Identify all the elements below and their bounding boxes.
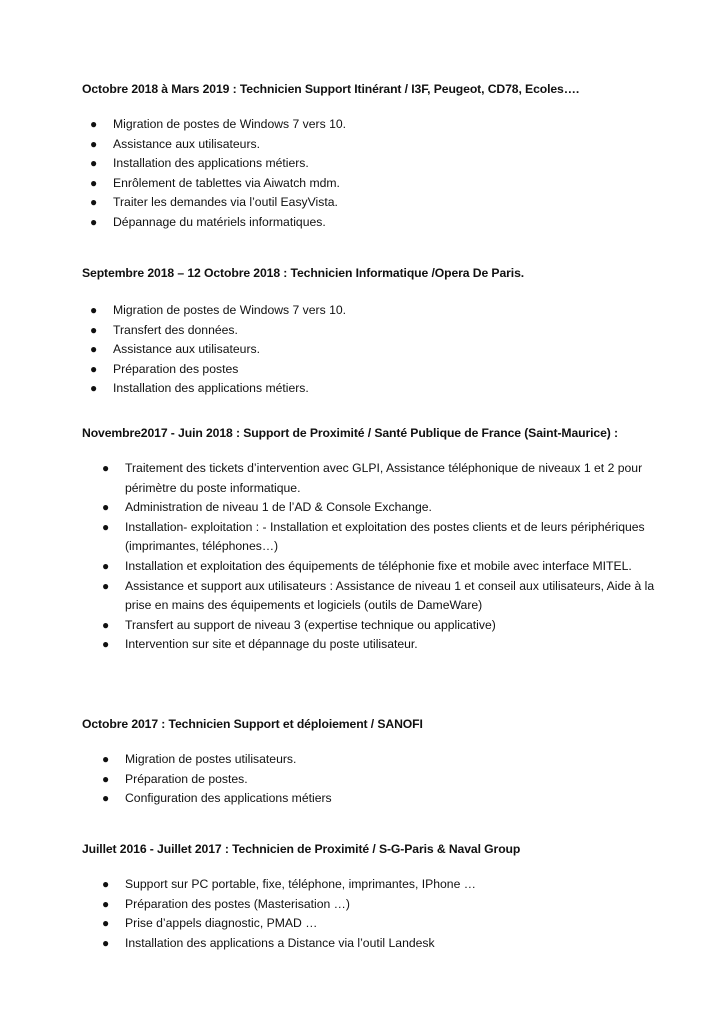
bullet-icon: ● (90, 175, 98, 190)
bullet-icon: ● (90, 117, 98, 131)
list-item: ● Assistance et support aux utilisateurs : Assistance de niveau 1 et conseil aux utilisateurs, Aide à la prise en mains des équipements et logiciels (outils de DameWare) (102, 578, 655, 613)
bullet-icon: ● (90, 342, 98, 357)
list-item: ● Installation des applications métiers. (82, 379, 682, 399)
list-item: ● Assistance aux utilisateurs. (82, 340, 682, 360)
section-heading: Octobre 2018 à Mars 2019 : Technicien Support Itinérant / I3F, Peugeot, CD78, Ecoles…. (82, 82, 580, 96)
list-item: ● Migration de postes de Windows 7 vers 10. (82, 301, 682, 321)
list-item: ● Administration de niveau 1 de l’AD & Console Exchange. (82, 498, 681, 518)
bullet-icon: ● (90, 361, 98, 376)
list-item: ● Assistance aux utilisateurs. (82, 135, 682, 155)
bullet-icon: ● (102, 877, 110, 891)
experience-section-5 (82, 841, 682, 953)
list-item: ● Transfert au support de niveau 3 (expertise technique ou applicative) (82, 616, 681, 636)
bullet-list (82, 115, 682, 233)
section-heading: Novembre2017 - Juin 2018 : Support de Proximité / Santé Publique de France (Saint-Maurice) : (82, 426, 618, 440)
bullet-icon: ● (102, 896, 110, 911)
list-item: ● Installation des applications a Distance via l’outil Landesk (82, 934, 681, 954)
list-item: ● Préparation de postes. (82, 770, 681, 790)
list-item: ● Dépannage du matériels informatiques. (82, 213, 682, 233)
bullet-icon: ● (90, 322, 98, 337)
list-item: ● Support sur PC portable, fixe, téléphone, imprimantes, IPhone … (82, 875, 681, 895)
experience-section-4 (82, 716, 682, 809)
list-item: ● Installation des applications métiers. (82, 154, 682, 174)
bullet-icon: ● (90, 381, 98, 396)
list-item: ● Prise d’appels diagnostic, PMAD … (82, 914, 681, 934)
list-item: ● Préparation des postes (82, 360, 682, 380)
bullet-icon: ● (90, 136, 98, 151)
bullet-icon: ● (90, 303, 98, 317)
list-item: ● Installation- exploitation : - Installation et exploitation des postes clients et de leurs périphériques (imprimantes, téléphones…) (102, 519, 645, 554)
experience-section-2 (82, 265, 682, 399)
list-item: ● Installation et exploitation des équipements de téléphonie fixe et mobile avec interface MITEL. (82, 557, 681, 577)
section-heading: Septembre 2018 – 12 Octobre 2018 : Technicien Informatique /Opera De Paris. (82, 266, 525, 280)
bullet-list (82, 875, 682, 953)
bullet-icon: ● (102, 617, 110, 632)
list-item: ● Configuration des applications métiers (82, 789, 681, 809)
list-item: ● Traiter les demandes via l’outil EasyVista. (82, 193, 682, 213)
bullet-icon: ● (102, 461, 110, 475)
bullet-icon: ● (102, 558, 110, 573)
list-item: ● Traitement des tickets d’intervention avec GLPI, Assistance téléphonique de niveaux 1 et 2 pour périmètre du poste informatique. (102, 461, 643, 495)
bullet-icon: ● (102, 916, 110, 931)
bullet-list (82, 301, 682, 399)
list-item: ● Migration de postes de Windows 7 vers 10. (82, 115, 682, 135)
section-heading: Octobre 2017 : Technicien Support et déploiement / SANOFI (82, 717, 423, 731)
bullet-icon: ● (102, 791, 110, 806)
bullet-list (82, 750, 682, 809)
bullet-icon: ● (90, 195, 98, 210)
bullet-icon: ● (90, 214, 98, 229)
bullet-icon: ● (102, 519, 110, 534)
bullet-icon: ● (102, 752, 110, 766)
bullet-icon: ● (102, 578, 110, 593)
bullet-icon: ● (90, 156, 98, 171)
list-item: ● Transfert des données. (82, 321, 682, 341)
bullet-icon: ● (102, 637, 110, 652)
experience-section-3 (82, 425, 682, 655)
section-heading: Juillet 2016 - Juillet 2017 : Technicien de Proximité / S-G-Paris & Naval Group (82, 842, 521, 856)
experience-section-1 (82, 81, 682, 233)
bullet-icon: ● (102, 935, 110, 950)
list-item: ● Migration de postes utilisateurs. (82, 750, 681, 770)
bullet-icon: ● (102, 771, 110, 786)
list-item: ● Enrôlement de tablettes via Aiwatch mdm. (82, 174, 682, 194)
list-item: ● Préparation des postes (Masterisation …) (82, 895, 681, 915)
list-item: ● Intervention sur site et dépannage du poste utilisateur. (82, 635, 681, 655)
bullet-icon: ● (102, 500, 110, 515)
bullet-list (82, 459, 682, 655)
